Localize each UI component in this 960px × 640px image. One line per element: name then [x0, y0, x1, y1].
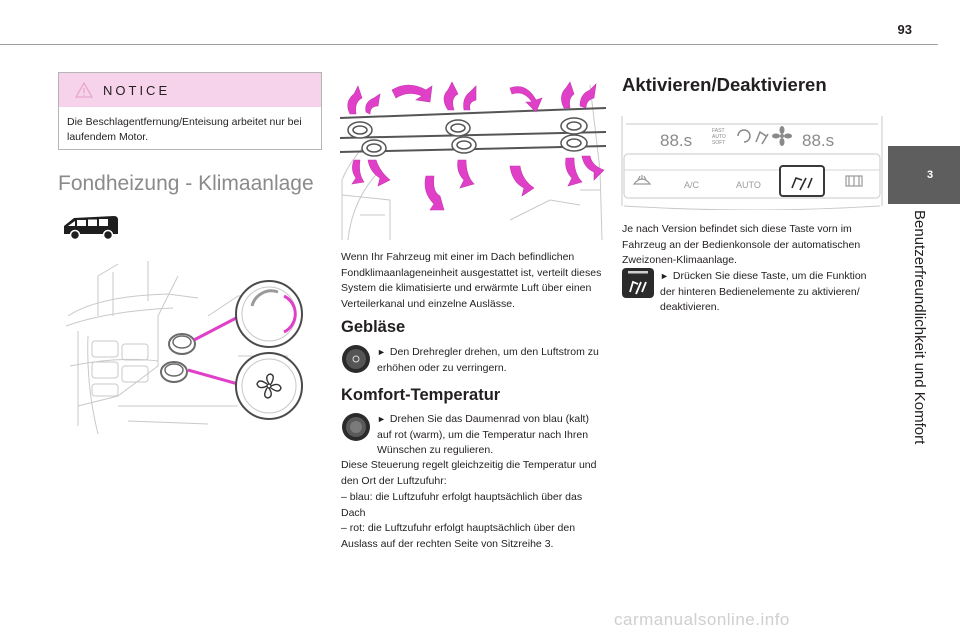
- komfort-item-red: – rot: die Luftzufuhr erfolgt hauptsächlich über den Auslass auf der rechten Seite von Sitzreihe 3.: [341, 522, 576, 550]
- activate-instruction: [660, 269, 880, 316]
- komfort-bullet-text: Drehen Sie das Daumenrad von blau (kalt) auf rot (warm), um die Temperatur nach Ihren Wünschen zu regulieren.: [377, 413, 589, 456]
- komfort-item-blue: – blau: die Luftzufuhr erfolgt hauptsächlich über das Dach: [341, 491, 583, 519]
- geblaese-bullet-text: Den Drehregler drehen, um den Luftstrom zu erhöhen oder zu verringern.: [377, 346, 599, 374]
- bullet-arrow-icon: ►: [377, 414, 386, 424]
- activate-heading: Aktivieren/Deaktivieren: [622, 74, 827, 95]
- right-temp-display: 88.s: [802, 131, 835, 150]
- climate-panel-illustration: [620, 114, 884, 210]
- notice-header: [59, 73, 321, 107]
- chapter-tab[interactable]: [888, 146, 960, 204]
- rear-controls-button-icon: [622, 268, 654, 298]
- geblaese-instruction: [377, 345, 601, 376]
- left-temp-display: 88.s: [660, 131, 693, 150]
- thumbwheel-icon: [341, 412, 371, 442]
- auto-button-label: AUTO: [736, 180, 761, 190]
- recirculation-icon: [738, 130, 750, 142]
- rear-defrost-icon: [846, 176, 862, 186]
- chapter-number: 3: [926, 169, 934, 181]
- rear-console-illustration: [58, 256, 318, 446]
- front-defrost-icon: [634, 175, 650, 184]
- activate-bullet-text: Drücken Sie diese Taste, um die Funktion der hinteren Bedienelemente zu aktivieren/ deaktivieren.: [660, 270, 867, 313]
- komfort-instruction: [377, 412, 601, 459]
- section-title: Fondheizung - Klimaanlage: [58, 172, 314, 195]
- blower-dial-icon: [341, 344, 371, 374]
- intro-paragraph: Wenn Ihr Fahrzeug mit einer im Dach befindlichen Fondklimaanlageneinheit ausgestattet ist, verteilt dieses System die klimatisierte und erwärmte Luft über einen Verteilerkanal und einzelne Auslässe.: [341, 251, 602, 310]
- roof-vents-illustration: [340, 80, 608, 242]
- fast-label: FAST: [712, 128, 725, 134]
- page-number: 93: [897, 22, 912, 37]
- geblaese-heading: Gebläse: [341, 318, 406, 336]
- bullet-arrow-icon: ►: [660, 271, 669, 281]
- rear-climate-button: [780, 166, 824, 196]
- bullet-arrow-icon: ►: [377, 347, 386, 357]
- chapter-title-text: Benutzerfreundlichkeit und Komfort: [911, 210, 928, 445]
- notice-text: Die Beschlagentfernung/Enteisung arbeitet nur bei laufendem Motor.: [67, 116, 302, 143]
- van-icon: [60, 212, 122, 242]
- location-paragraph: Je nach Version befindet sich diese Taste vorn im Fahrzeug an der Bedienkonsole der automatischen Zweizonen-Klimaanlage.: [622, 223, 861, 266]
- chapter-title: [906, 210, 930, 470]
- auto-label: AUTO: [712, 134, 726, 140]
- notice-title: NOTICE: [103, 82, 171, 98]
- watermark: carmanualsonline.info: [614, 610, 790, 629]
- notice-box: [58, 72, 322, 150]
- fan-speed-icon: [772, 126, 792, 146]
- rear-ac-small-icon: [756, 132, 768, 144]
- soft-label: SOFT: [712, 140, 726, 146]
- ac-button-label: A/C: [684, 180, 700, 190]
- komfort-heading: Komfort-Temperatur: [341, 386, 501, 404]
- warning-icon: [75, 82, 93, 98]
- komfort-explanation: Diese Steuerung regelt gleichzeitig die Temperatur und den Ort der Luftzufuhr:: [341, 459, 597, 487]
- top-divider: [0, 44, 938, 45]
